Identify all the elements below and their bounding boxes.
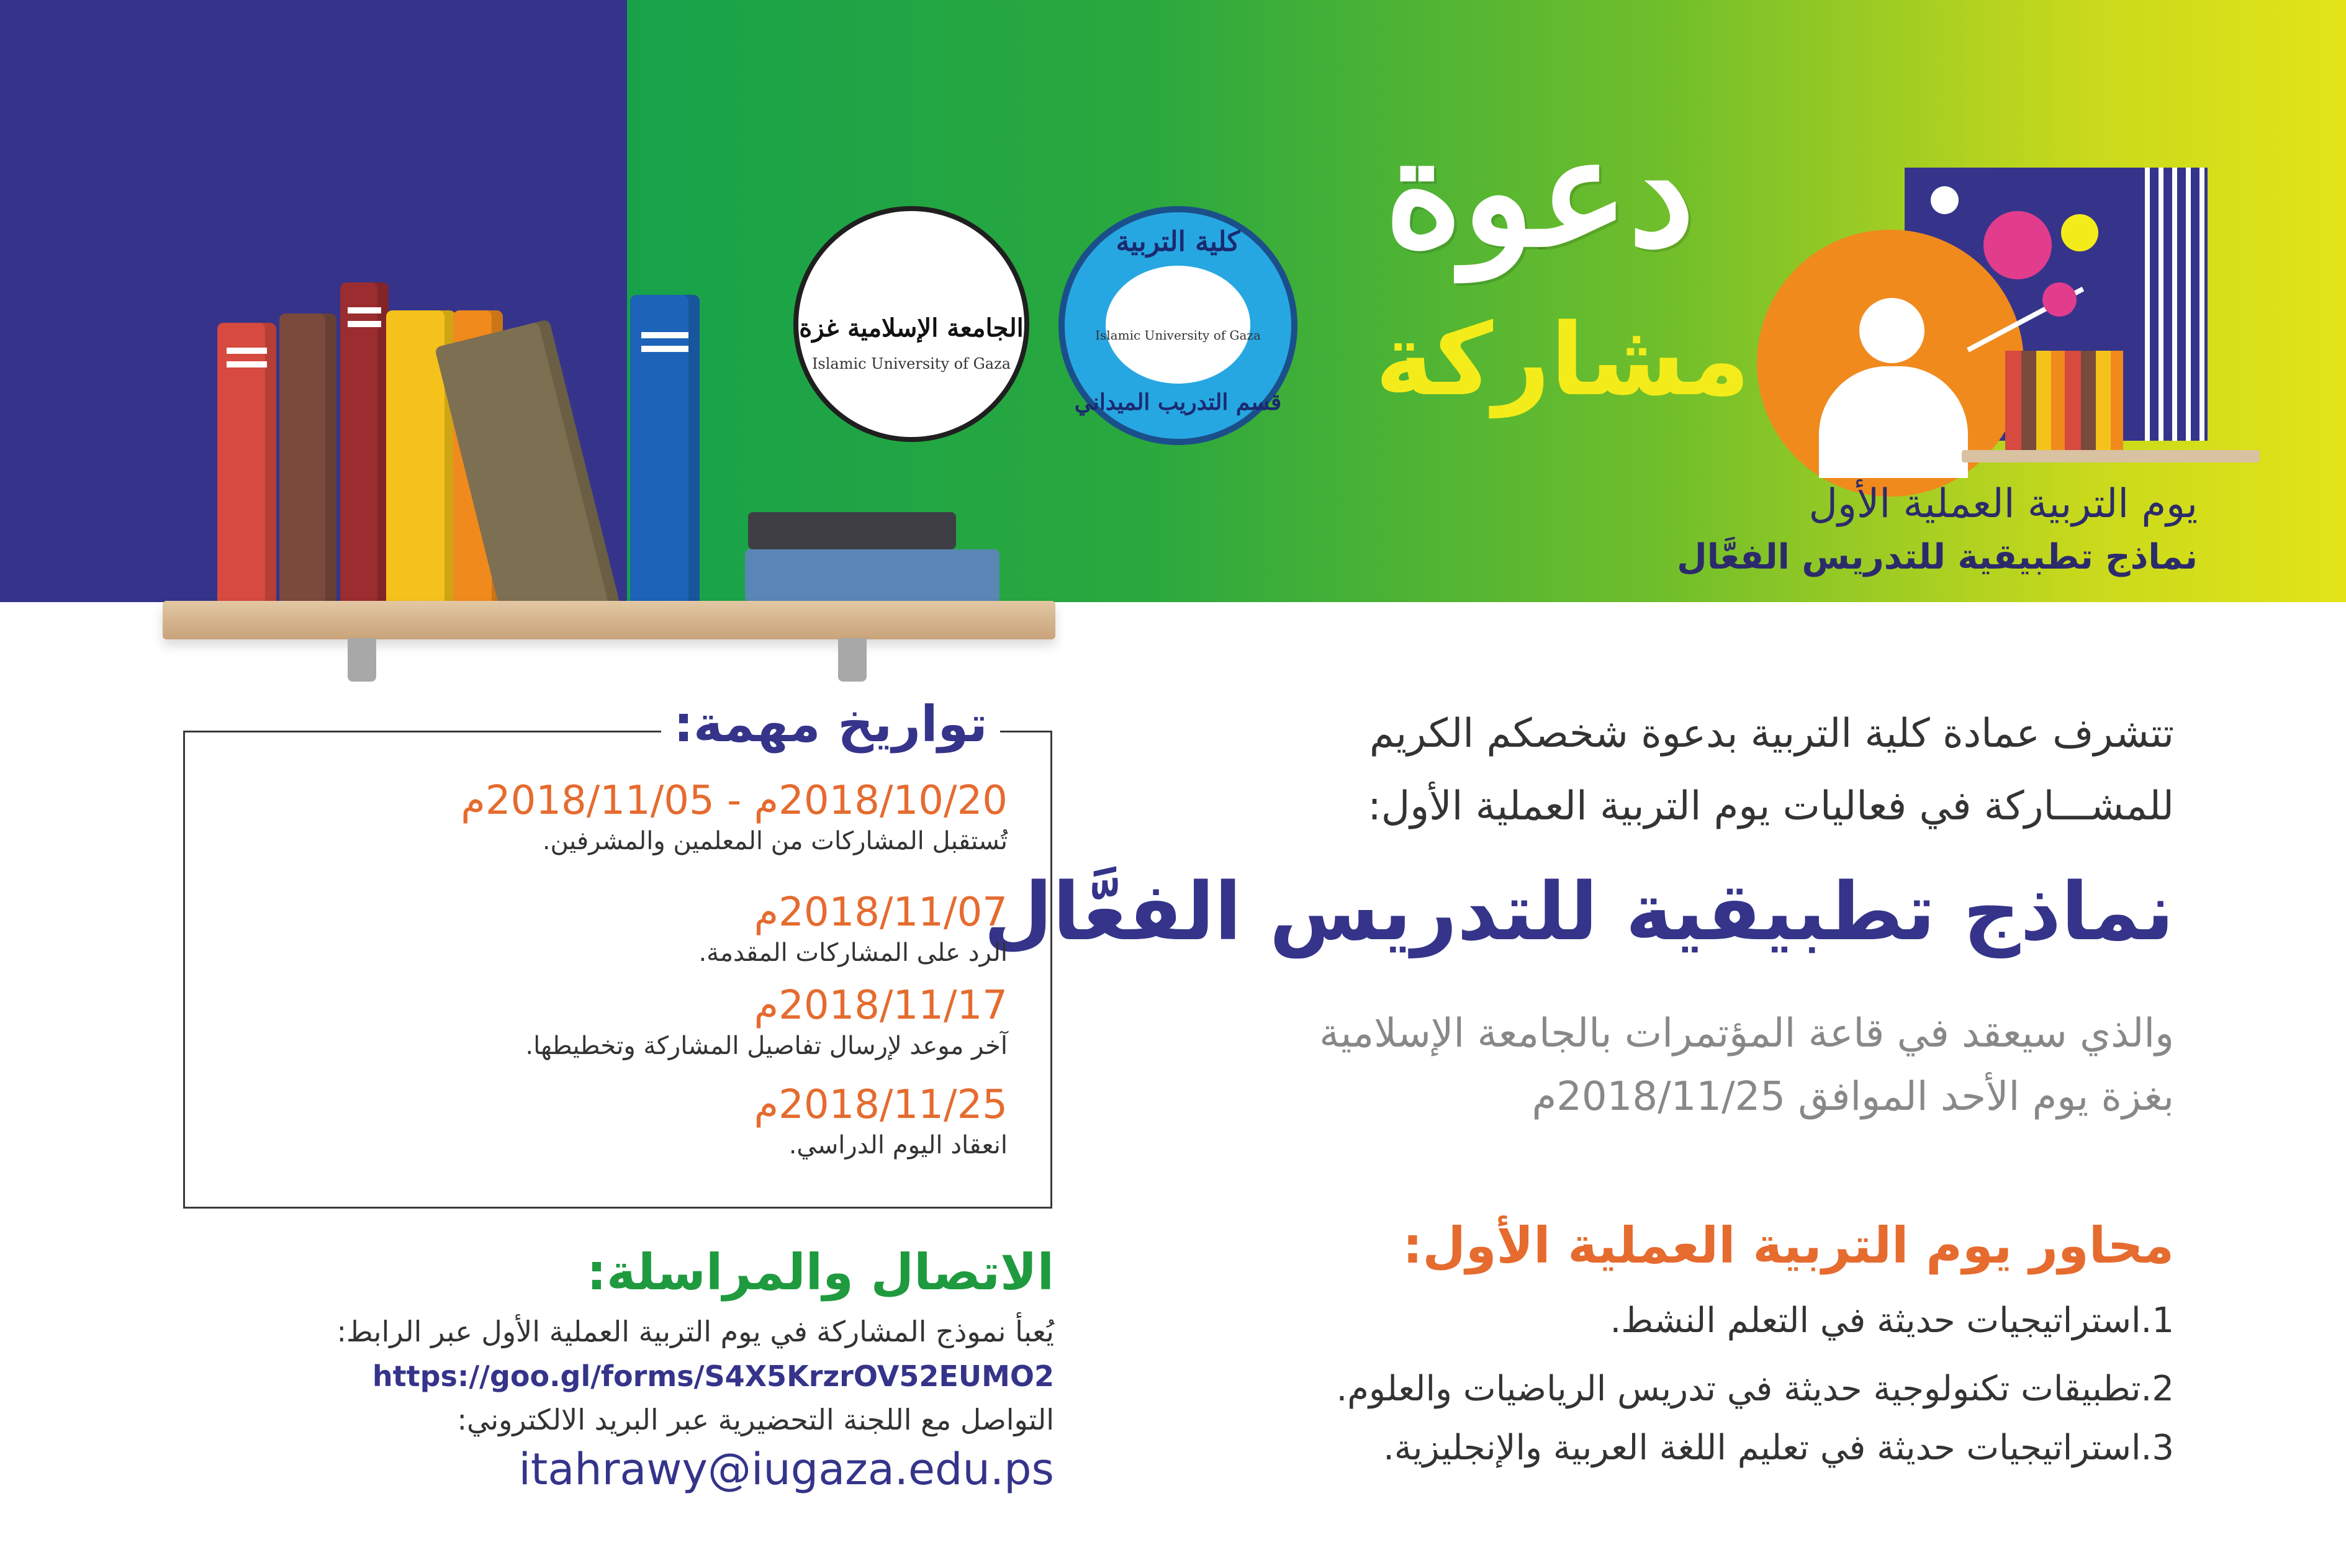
shelf-bracket-left (348, 638, 376, 682)
date-desc: تُستقبل المشاركات من المعلمين والمشرفين. (542, 827, 1008, 855)
invitation-line-1: تتشرف عمادة كلية التربية بدعوة شخصكم الكريم (1369, 711, 2174, 757)
mini-shelf (1962, 450, 2260, 462)
date-item (754, 1082, 1008, 1160)
date-desc: آخر موعد لإرسال تفاصيل المشاركة وتخطيطها. (525, 1032, 1008, 1060)
contact-title: الاتصال والمراسلة: (586, 1243, 1054, 1301)
date-item (525, 983, 1008, 1060)
faculty-logo-inner (1106, 266, 1250, 384)
board-stripes (2145, 168, 2207, 441)
date-item (698, 890, 1008, 967)
book-flat-blue (745, 549, 999, 602)
dates-title: تواريخ مهمة: (661, 695, 1000, 753)
dot-yellow (2061, 214, 2098, 251)
theme-item: 2.تطبيقات تكنولوجية حديثة في تدريس الرياضيات والعلوم. (1336, 1369, 2174, 1409)
theme-item: 3.استراتيجيات حديثة في تعليم اللغة العربية والإنجليزية. (1383, 1428, 2174, 1468)
invitation-title: نماذج تطبيقية للتدريس الفعَّال (983, 866, 2174, 958)
university-logo-english: Islamic University of Gaza (811, 355, 1011, 372)
university-logo (793, 206, 1029, 442)
faculty-logo-top: كلية التربية (1116, 226, 1240, 258)
dot-white (1931, 186, 1959, 214)
contact-email[interactable]: itahrawy@iugaza.edu.ps (518, 1444, 1054, 1495)
faculty-logo-english: Islamic University of Gaza (1095, 328, 1261, 343)
participate-word: مشاركة (1375, 302, 1751, 418)
book-red (217, 323, 276, 602)
themes-title: محاور يوم التربية العملية الأول: (1402, 1217, 2174, 1274)
venue-line-2: بغزة يوم الأحد الموافق 2018/11/25م (1532, 1074, 2174, 1120)
book-brown (279, 313, 336, 602)
book-maroon (340, 282, 389, 602)
theme-item: 1.استراتيجيات حديثة في التعلم النشط. (1610, 1300, 2174, 1341)
date-value: 2018/11/07م (754, 890, 1008, 935)
shelf-bracket-right (838, 638, 867, 682)
header-event-subtitle: نماذج تطبيقية للتدريس الفعَّال (1677, 537, 2198, 577)
date-desc: انعقاد اليوم الدراسي. (788, 1131, 1008, 1160)
university-logo-arabic: الجامعة الإسلامية غزة (799, 313, 1024, 343)
date-item (461, 778, 1008, 855)
date-value: 2018/11/25م (754, 1082, 1008, 1128)
contact-email-text: التواصل مع اللجنة التحضيرية عبر البريد الالكتروني: (457, 1403, 1054, 1436)
faculty-logo (1058, 206, 1297, 445)
book-flat-dark (748, 512, 956, 549)
invite-word: دعوة (1384, 105, 1695, 280)
invitation-line-2: للمشـــاركة في فعاليات يوم التربية العملية الأول: (1368, 783, 2174, 829)
header-event-name: يوم التربية العملية الأول (1808, 481, 2198, 527)
teacher-head (1859, 298, 1924, 363)
shelf-board (163, 601, 1055, 639)
dot-pink-large (1983, 211, 2052, 279)
contact-form-link[interactable]: https://goo.gl/forms/S4X5KrzrOV52EUMO2 (372, 1359, 1054, 1393)
faculty-logo-bottom: قسم التدريب الميداني (1074, 389, 1282, 415)
dot-pink-small (2042, 282, 2077, 317)
venue-line-1: والذي سيعقد في قاعة المؤتمرات بالجامعة الإسلامية (1319, 1011, 2174, 1057)
date-value: 2018/11/17م (754, 983, 1008, 1029)
book-blue (630, 295, 700, 602)
date-value: 2018/10/20م - 2018/11/05م (461, 778, 1008, 824)
mini-books (2005, 351, 2123, 450)
contact-form-text: يُعبأ نموذج المشاركة في يوم التربية العملية الأول عبر الرابط: (336, 1315, 1054, 1348)
date-desc: الرد على المشاركات المقدمة. (698, 939, 1008, 967)
